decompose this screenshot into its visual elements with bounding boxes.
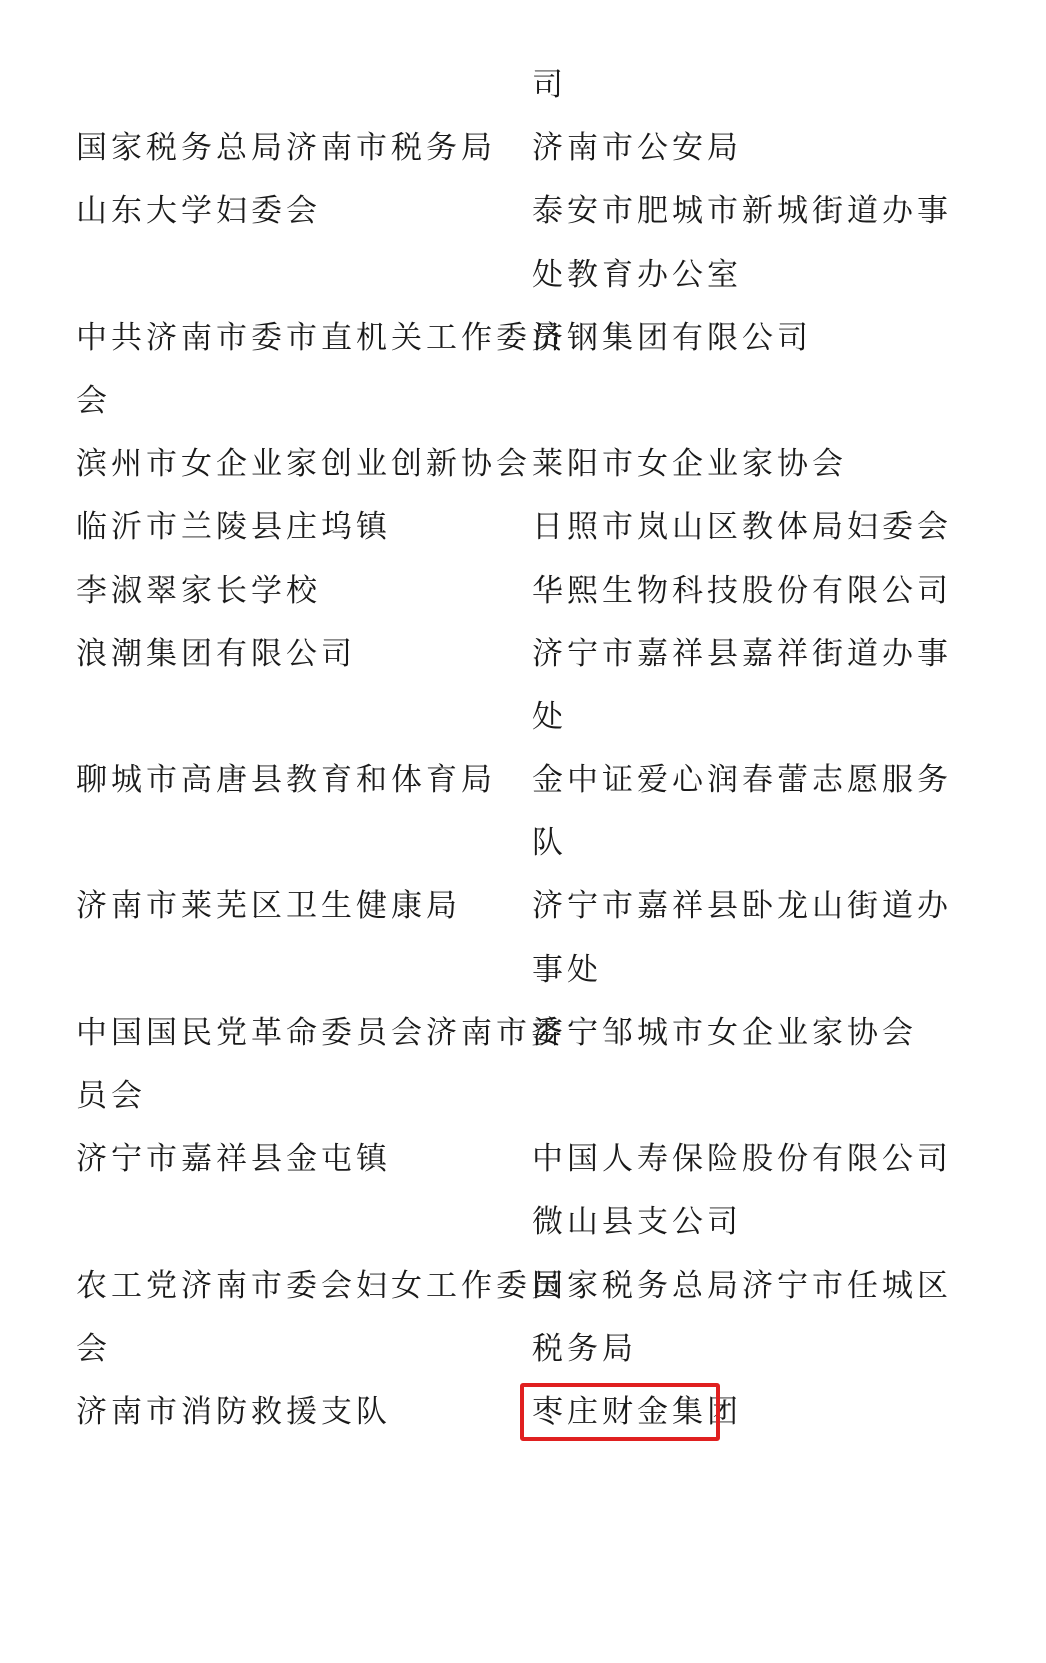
- list-item: 中国人寿保险股份有限公司: [532, 1141, 952, 1178]
- list-item: 临沂市兰陵县庄坞镇: [76, 509, 391, 546]
- list-item: 山东大学妇委会: [76, 193, 321, 230]
- list-item: 济宁市嘉祥县卧龙山街道办: [532, 888, 952, 925]
- list-item: 滨州市女企业家创业创新协会: [76, 446, 531, 483]
- list-item: [76, 1191, 516, 1254]
- list-item: 税务局: [532, 1330, 637, 1367]
- list-item: 中共济南市委市直机关工作委员: [76, 319, 566, 356]
- list-item: 会: [76, 382, 111, 419]
- list-item: 中国国民党革命委员会济南市委: [76, 1014, 566, 1051]
- list-item: 李淑翠家长学校: [76, 572, 321, 609]
- list-item: 会: [76, 1330, 111, 1367]
- list-item: [532, 370, 932, 433]
- list-item: [76, 54, 516, 117]
- highlighted-item: 枣庄财金集团: [532, 1393, 742, 1430]
- list-item: 济南市消防救援支队: [76, 1393, 391, 1430]
- list-item: [76, 812, 516, 875]
- list-item: 微山县支公司: [532, 1204, 742, 1241]
- list-item: [76, 244, 516, 307]
- list-item: 聊城市高唐县教育和体育局: [76, 762, 496, 799]
- list-item: 事处: [532, 951, 602, 988]
- list-item: 济南市公安局: [532, 130, 742, 167]
- list-item: 司: [532, 67, 567, 103]
- list-item: 处: [532, 698, 567, 735]
- list-item: [76, 939, 516, 1002]
- list-item: 华熙生物科技股份有限公司: [532, 572, 952, 609]
- list-item: 泰安市肥城市新城街道办事: [532, 193, 952, 230]
- list-item: 国家税务总局济南市税务局: [76, 130, 496, 167]
- list-item: 处教育办公室: [532, 256, 742, 293]
- left-column: [76, 54, 566, 1444]
- right-column: [532, 54, 952, 1444]
- list-item: 浪潮集团有限公司: [76, 635, 356, 672]
- list-item: 莱阳市女企业家协会: [532, 446, 847, 483]
- list-item: [76, 686, 516, 749]
- list-item: 日照市岚山区教体局妇委会: [532, 509, 952, 546]
- list-item: [532, 1065, 932, 1128]
- highlight-box: [520, 1383, 720, 1441]
- list-item: 金中证爱心润春蕾志愿服务: [532, 762, 952, 799]
- list-item: 员会: [76, 1078, 146, 1114]
- list-item: 济宁市嘉祥县金屯镇: [76, 1141, 391, 1178]
- list-item: 国家税务总局济宁市任城区: [532, 1267, 952, 1304]
- list-item: 济钢集团有限公司: [532, 319, 812, 356]
- list-item: 队: [532, 825, 567, 862]
- list-item: 济宁市嘉祥县嘉祥街道办事: [532, 635, 952, 672]
- list-item: 济南市莱芜区卫生健康局: [76, 888, 461, 925]
- list-item: 农工党济南市委会妇女工作委员: [76, 1267, 566, 1304]
- list-item: 济宁邹城市女企业家协会: [532, 1014, 917, 1051]
